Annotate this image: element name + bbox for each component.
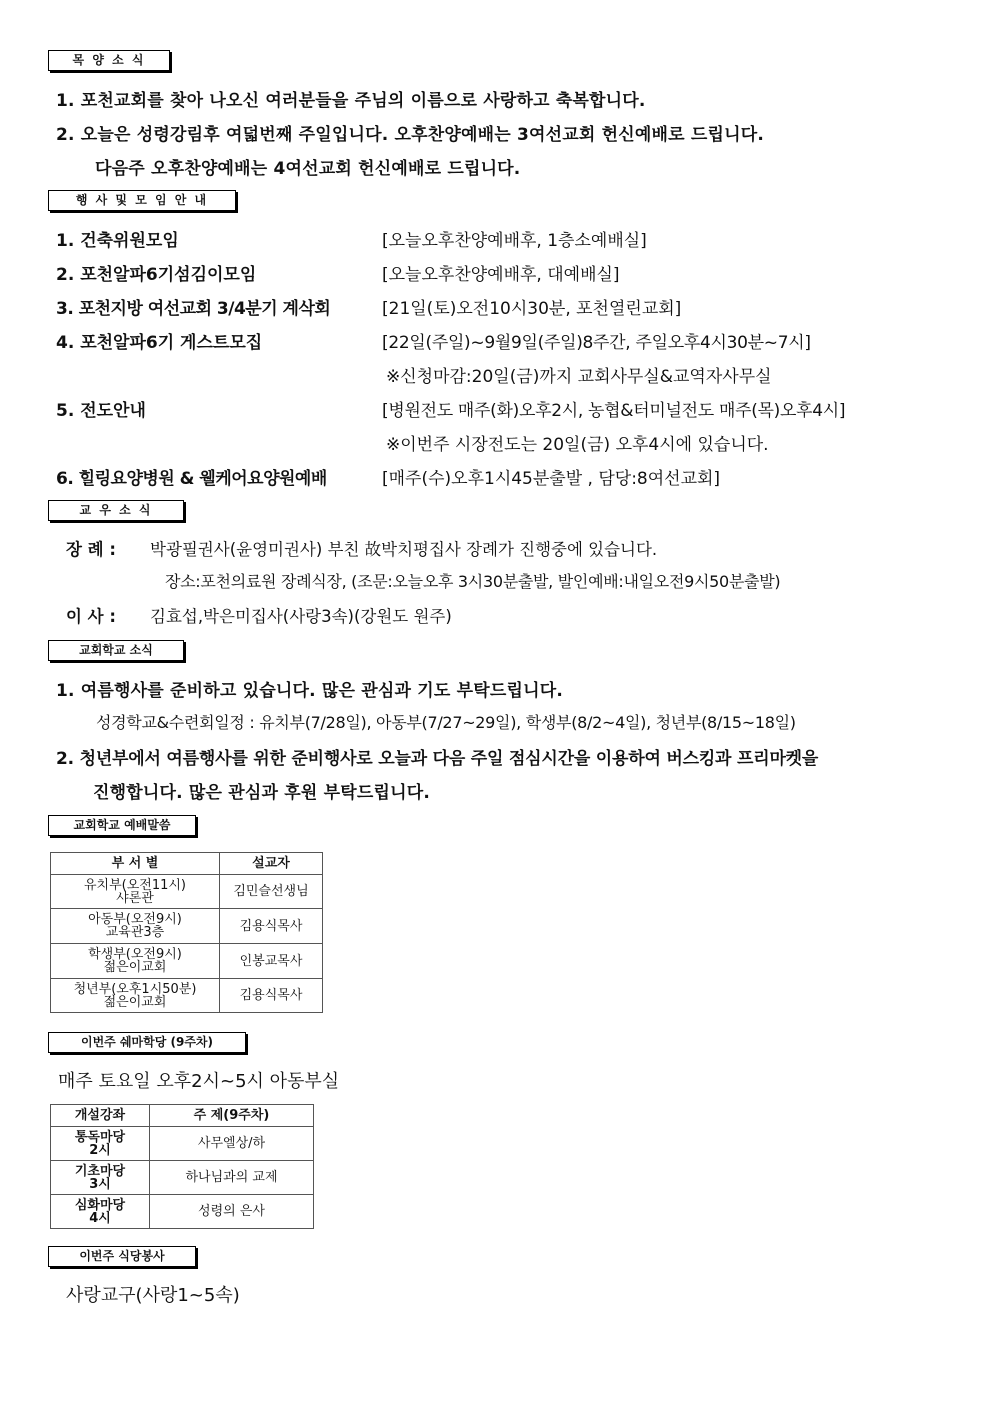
school-item-1: 1. 여름행사를 준비하고 있습니다. 많은 관심과 기도 부탁드립니다. xyxy=(56,681,564,701)
event-note: ※이번주 시장전도는 20일(금) 오후4시에 있습니다. xyxy=(386,435,769,455)
preacher-cell: 김용식목사 xyxy=(220,979,323,1013)
table-row xyxy=(51,875,323,909)
shema-schedule: 매주 토요일 오후2시~5시 아동부실 xyxy=(58,1071,340,1092)
events-header: 행 사 및 모 임 안 내 xyxy=(48,190,236,211)
event-detail: [오늘오후찬양예배후, 대예배실] xyxy=(382,265,620,285)
sermon-col-preacher: 설교자 xyxy=(220,853,323,875)
table-row xyxy=(51,1127,314,1161)
course-time: 3시 xyxy=(89,1176,111,1192)
dept-name: 학생부(오전9시) xyxy=(88,947,182,962)
moving-text: 김효섭,박은미집사(사랑3속)(강원도 원주) xyxy=(150,607,452,626)
event-detail: [매주(수)오후1시45분출발 , 담당:8여선교회] xyxy=(382,469,721,489)
event-detail: [21일(토)오전10시30분, 포천열린교회] xyxy=(382,299,682,319)
moving-label: 이 사 : xyxy=(66,607,116,626)
course-time: 2시 xyxy=(89,1142,111,1158)
table-row xyxy=(51,944,323,979)
shema-table xyxy=(50,1104,314,1229)
event-name: 1. 건축위원모임 xyxy=(56,231,179,251)
school-item-2-cont: 진행합니다. 많은 관심과 후원 부탁드립니다. xyxy=(93,783,430,803)
dept-name: 청년부(오후1시50분) xyxy=(73,981,197,997)
course-cell xyxy=(51,1195,150,1229)
course-time: 4시 xyxy=(89,1210,111,1226)
funeral-place: 장소:포천의료원 장례식장, (조문:오늘오후 3시30분출발, 발인예배:내일오전9시50분출발) xyxy=(165,572,781,591)
topic-cell: 사무엘상/하 xyxy=(150,1127,314,1161)
pastoral-item-1: 1. 포천교회를 찾아 나오신 여러분들을 주님의 이름으로 사랑하고 축복합니다. xyxy=(56,91,646,111)
table-row xyxy=(51,1161,314,1195)
course-name: 통독마당 xyxy=(74,1129,126,1145)
shema-header: 이번주 쉐마학당 (9주차) xyxy=(48,1032,246,1053)
preacher-cell: 김민슬선생님 xyxy=(220,875,323,909)
topic-cell: 하나님과의 교제 xyxy=(150,1161,314,1195)
members-news-header: 교 우 소 식 xyxy=(48,500,184,521)
dept-place: 젊은이교회 xyxy=(103,960,167,975)
shema-col-course: 개설강좌 xyxy=(51,1105,150,1127)
pastoral-item-2: 2. 오늘은 성령강림후 여덟번째 주일입니다. 오후찬양예배는 3여선교회 헌신예배로 드립니다. xyxy=(56,125,764,145)
event-detail: [병원전도 매주(화)오후2시, 농협&터미널전도 매주(목)오후4시] xyxy=(382,401,846,421)
course-name: 심화마당 xyxy=(74,1197,126,1213)
event-detail: [22일(주일)~9월9일(주일)8주간, 주일오후4시30분~7시] xyxy=(382,333,811,353)
pastoral-item-2-cont: 다음주 오후찬양예배는 4여선교회 헌신예배로 드립니다. xyxy=(95,159,521,179)
sermon-header: 교회학교 예배말씀 xyxy=(48,815,196,836)
event-detail: [오늘오후찬양예배후, 1층소예배실] xyxy=(382,231,647,251)
dept-place: 젊은이교회 xyxy=(103,994,167,1010)
funeral-label: 장 례 : xyxy=(66,540,116,559)
dept-cell xyxy=(51,875,220,909)
funeral-text: 박광필권사(윤영미권사) 부친 故박치평집사 장례가 진행중에 있습니다. xyxy=(150,540,658,559)
dept-place: 샤론관 xyxy=(116,890,154,906)
table-row xyxy=(51,979,323,1013)
preacher-cell: 인봉교목사 xyxy=(220,944,323,979)
event-name: 5. 전도안내 xyxy=(56,401,146,421)
sermon-table xyxy=(50,852,323,1013)
table-row xyxy=(51,909,323,944)
course-name: 기초마당 xyxy=(74,1163,126,1179)
school-schedule: 성경학교&수련회일정 : 유치부(7/28일), 아동부(7/27~29일), 학생부(8/2~4일), 청년부(8/15~18일) xyxy=(96,713,796,732)
kitchen-text: 사랑교구(사랑1~5속) xyxy=(66,1285,240,1306)
dept-name: 유치부(오전11시) xyxy=(83,877,187,893)
event-name: 3. 포천지방 여선교회 3/4분기 계삭회 xyxy=(56,299,331,319)
shema-col-topic: 주 제(9주차) xyxy=(150,1105,314,1127)
dept-name: 아동부(오전9시) xyxy=(88,912,182,927)
table-row xyxy=(51,1195,314,1229)
preacher-cell: 김용식목사 xyxy=(220,909,323,944)
dept-cell xyxy=(51,979,220,1013)
course-cell xyxy=(51,1127,150,1161)
dept-cell xyxy=(51,944,220,979)
event-name: 6. 힐링요양병원 & 웰케어요양원예배 xyxy=(56,469,327,489)
dept-cell xyxy=(51,909,220,944)
dept-place: 교육관3층 xyxy=(105,925,165,940)
sermon-col-dept: 부 서 별 xyxy=(51,853,220,875)
event-name: 4. 포천알파6기 게스트모집 xyxy=(56,333,263,353)
course-cell xyxy=(51,1161,150,1195)
topic-cell: 성령의 은사 xyxy=(150,1195,314,1229)
event-note: ※신청마감:20일(금)까지 교회사무실&교역자사무실 xyxy=(386,367,772,387)
school-item-2: 2. 청년부에서 여름행사를 위한 준비행사로 오늘과 다음 주일 점심시간을 이용하여 버스킹과 프리마켓을 xyxy=(56,749,819,769)
pastoral-news-header: 목 양 소 식 xyxy=(48,50,170,71)
school-news-header: 교회학교 소식 xyxy=(48,640,184,661)
event-name: 2. 포천알파6기섬김이모임 xyxy=(56,265,257,285)
kitchen-header: 이번주 식당봉사 xyxy=(48,1246,196,1267)
